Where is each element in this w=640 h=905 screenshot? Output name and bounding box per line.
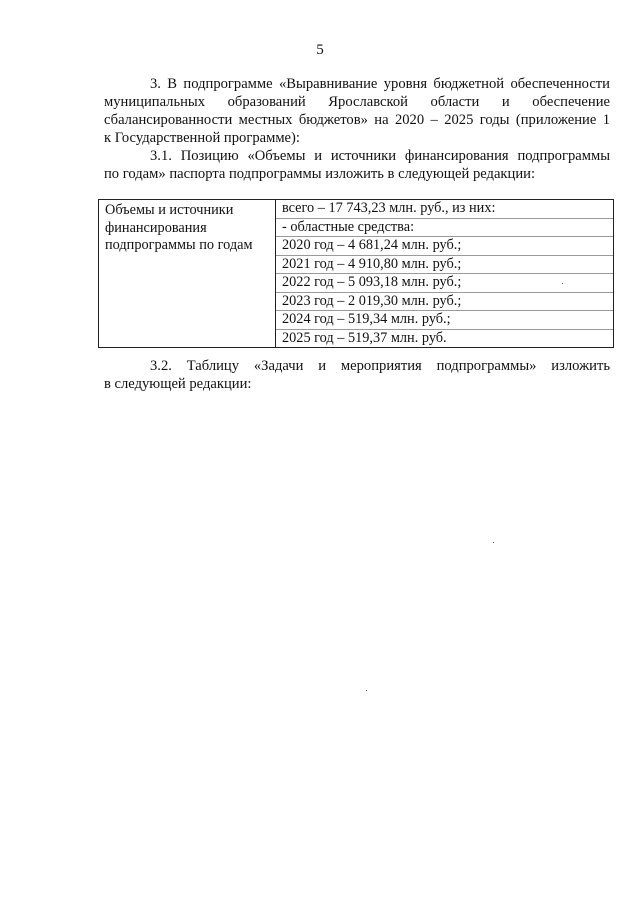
financing-value-row: 2024 год – 519,34 млн. руб.; [276, 311, 613, 330]
financing-value-row: всего – 17 743,23 млн. руб., из них: [276, 200, 613, 219]
paragraph-line: по годам» паспорта подпрограммы изложить в следующей редакции: [104, 166, 535, 182]
financing-value-row: - областные средства: [276, 219, 613, 238]
financing-label-cell: Объемы и источники финансирования подпрограммы по годам [99, 200, 276, 348]
financing-value-row: 2025 год – 519,37 млн. руб. [282, 329, 447, 346]
paragraph-line: 3. В подпрограмме «Выравнивание уровня бюджетной обеспеченности [150, 76, 610, 92]
financing-values-cell [276, 200, 614, 348]
paragraph-line: 3.1. Позицию «Объемы и источники финансирования подпрограммы [150, 148, 610, 164]
paragraph-position-change [104, 147, 610, 183]
table-row [99, 200, 614, 348]
financing-table [98, 199, 614, 348]
paragraph-line: 3.2. Таблицу «Задачи и мероприятия подпрограммы» изложить [150, 358, 610, 374]
page-number: 5 [316, 42, 324, 58]
scan-speck [562, 283, 563, 284]
financing-value-row: 2023 год – 2 019,30 млн. руб.; [276, 293, 613, 312]
scan-speck [493, 542, 494, 543]
financing-value-row: 2021 год – 4 910,80 млн. руб.; [276, 256, 613, 275]
paragraph-line: в следующей редакции: [104, 376, 252, 392]
paragraph-line: к Государственной программе): [104, 130, 300, 146]
paragraph-subprogram-intro [104, 75, 610, 147]
paragraph-line: сбалансированности местных бюджетов» на 2020 – 2025 годы (приложение 1 [104, 112, 610, 128]
scan-speck [366, 690, 367, 691]
financing-value-row: 2022 год – 5 093,18 млн. руб.; [276, 274, 613, 293]
paragraph-table-change [104, 357, 610, 393]
paragraph-line: муниципальных образований Ярославской области и обеспечение [104, 94, 610, 110]
financing-value-row: 2020 год – 4 681,24 млн. руб.; [276, 237, 613, 256]
